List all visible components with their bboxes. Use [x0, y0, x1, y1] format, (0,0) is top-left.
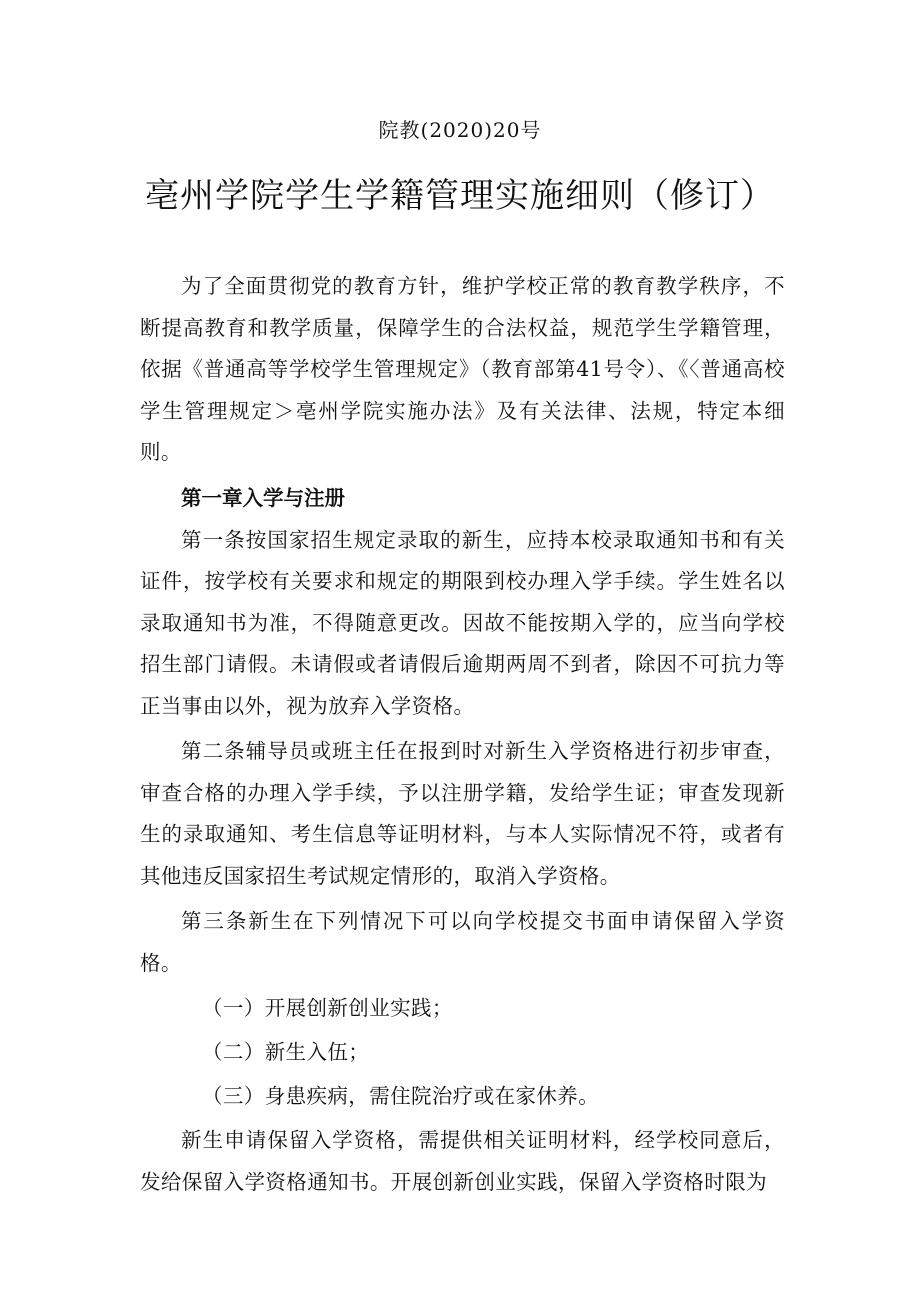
- article-1: 第一条按国家招生规定录取的新生，应持本校录取通知书和有关证件，按学校有关要求和规定的期限到校办理入学手续。学生姓名以录取通知书为准，不得随意更改。因故不能按期入学的，应当向学校招生部门请假。未请假或者请假后逾期两周不到者，除因不可抗力等正当事由以外，视为放弃入学资格。: [140, 527, 785, 718]
- chapter-heading: 第一章入学与注册: [181, 485, 345, 510]
- document-title: 亳州学院学生学籍管理实施细则（修订）: [145, 176, 775, 216]
- document-number: 院教(2020)20号: [378, 118, 542, 142]
- article-3-continuation: 新生申请保留入学资格，需提供相关证明材料，经学校同意后，发给保留入学资格通知书。开展创新创业实践，保留入学资格时限为: [140, 1128, 785, 1194]
- preamble-paragraph: 为了全面贯彻党的教育方针，维护学校正常的教育教学秩序，不断提高教育和教学质量，保障学生的合法权益，规范学生学籍管理，依据《普通高等学校学生管理规定》（教育部第41号令）、《〈普通高校学生管理规定＞亳州学院实施办法》及有关法律、法规，特定本细则。: [140, 274, 785, 464]
- document-body: [140, 266, 785, 1203]
- list-item: （二）新生入伍；: [202, 1040, 370, 1064]
- list-item: （一）开展创新创业实践；: [202, 996, 453, 1020]
- article-3: 第三条新生在下列情况下可以向学校提交书面申请保留入学资格。: [140, 909, 785, 975]
- article-2: 第二条辅导员或班主任在报到时对新生入学资格进行初步审查，审查合格的办理入学手续，予以注册学籍，发给学生证；审查发现新生的录取通知、考生信息等证明材料，与本人实际情况不符，或者有其他违反国家招生考试规定情形的，取消入学资格。: [140, 739, 785, 888]
- list-item: （三）身患疾病，需住院治疗或在家休养。: [202, 1084, 600, 1108]
